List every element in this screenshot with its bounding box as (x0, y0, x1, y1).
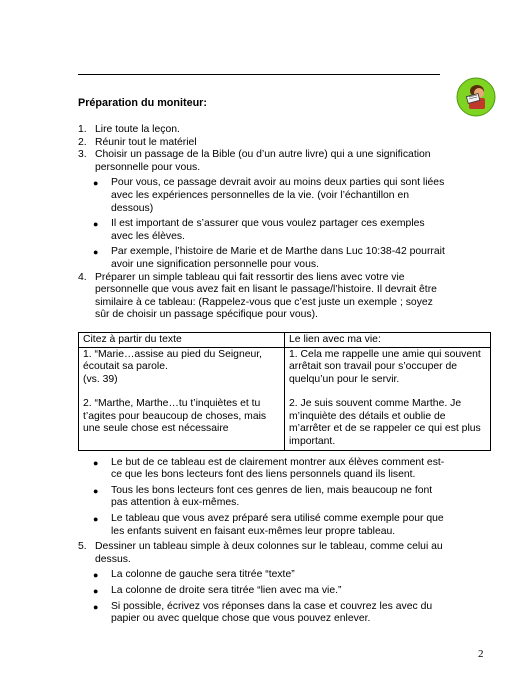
bullet-icon: ● (93, 247, 99, 258)
quote-1-ref: (vs. 39) (83, 373, 118, 385)
note-bullet (78, 485, 448, 510)
step-5 (78, 541, 448, 566)
life-link-1: 1. Cela me rappelle une amie qui souvent arrêtait son travail pour s’occuper de quelqu’un pour le servir. (289, 348, 481, 385)
after-table-notes (78, 457, 448, 539)
bullet-icon: ● (93, 586, 99, 596)
step-text: Choisir un passage de la Bible (ou d’un autre livre) qui a une signification personnelle pour vous. (95, 149, 431, 173)
bullet-icon: ● (93, 601, 99, 612)
life-link-cell (285, 347, 491, 450)
step-1 (78, 124, 448, 137)
life-link-2: 2. Je suis souvent comme Marthe. Je m’inquiète des détails et oublie de m’arrêter et de se rappeler ce qui est plus important. (289, 398, 481, 448)
step-number: 2. (78, 136, 87, 148)
bullet-text: Par exemple, l’histoire de Marie et de Marthe dans Luc 10:38-42 pourrait avoir une signification personnelle pour vous. (111, 246, 445, 270)
quote-1: 1. “Marie…assise au pied du Seigneur, écoutait sa parole. (83, 348, 263, 373)
bullet-icon: ● (93, 178, 99, 189)
bullet-text: Si possible, écrivez vos réponses dans la case et couvrez les avec du papier ou avec quelque chose que vous pouvez enlever. (111, 600, 433, 625)
step-text: Lire toute la leçon. (95, 124, 180, 135)
step-2 (78, 137, 448, 150)
step-text: Dessiner un tableau simple à deux colonnes sur le tableau, comme celui au dessus. (95, 541, 443, 565)
bullet-text: Tous les bons lecteurs font ces genres de lien, mais beaucoup ne font pas attention à eux-mêmes. (111, 484, 433, 509)
page-number: 2 (478, 648, 484, 660)
bullet-icon: ● (93, 514, 99, 525)
bullet-icon: ● (93, 219, 99, 230)
section-title: Préparation du moniteur: (78, 97, 207, 109)
bullet-icon: ● (93, 457, 99, 468)
step-text: Préparer un simple tableau qui fait ressortir des liens avec votre vie personnelle que vous avez fait en lisant le passage/l’histoire. Il devrait être similaire à ce tableau: (Rappelez-vous que c’est juste un exemple ; soyez sûr de choisir un passage spécifique pour vous). (95, 271, 437, 321)
step-number: 1. (78, 124, 87, 135)
table-row (79, 347, 491, 450)
step-4 (78, 272, 448, 322)
bullet-text: La colonne de gauche sera titrée “texte” (111, 569, 295, 581)
step5-bullet (78, 601, 448, 626)
bullet-icon: ● (93, 570, 99, 581)
step-number: 5. (78, 541, 87, 553)
example-table (78, 332, 491, 451)
step3-bullet (78, 246, 448, 271)
reading-person-icon (455, 76, 497, 118)
step-number: 4. (78, 271, 87, 283)
step-3 (78, 149, 448, 174)
step5-bullet (78, 585, 448, 598)
step5-bullet (78, 569, 448, 582)
note-bullet (78, 457, 448, 482)
bullet-text: Pour vous, ce passage devrait avoir au moins deux parties qui sont liées avec les expériences personnelles de la vie. (voir l’échantillon en dessous) (111, 177, 445, 214)
table-header-life: Le lien avec ma vie: (285, 332, 491, 347)
instructions (78, 124, 481, 626)
note-bullet (78, 513, 448, 538)
table-header-text: Citez à partir du texte (79, 332, 285, 347)
quote-2: 2. “Marthe, Marthe…tu t’inquiètes et tu t’agites pour beaucoup de choses, mais une seule chose est nécessaire (83, 398, 267, 435)
bullet-text: Il est important de s’assurer que vous voulez partager ces exemples avec les élèves. (111, 218, 425, 242)
step3-bullet (78, 218, 448, 243)
bullet-icon: ● (93, 485, 99, 496)
header-rule (78, 74, 440, 75)
step3-bullet (78, 177, 448, 215)
bullet-text: Le but de ce tableau est de clairement montrer aux élèves comment est-ce que les bons lecteurs font des liens personnels quand ils lisent. (111, 456, 445, 481)
table-header-row (79, 332, 491, 347)
step-number: 3. (78, 149, 87, 161)
step-text: Réunir tout le matériel (95, 136, 197, 148)
bullet-text: Le tableau que vous avez préparé sera utilisé comme exemple pour que les enfants suivent en faisant eux-mêmes leur propre tableau. (111, 513, 444, 537)
bullet-text: La colonne de droite sera titrée “lien avec ma vie.” (111, 585, 342, 596)
quote-cell (79, 347, 285, 450)
